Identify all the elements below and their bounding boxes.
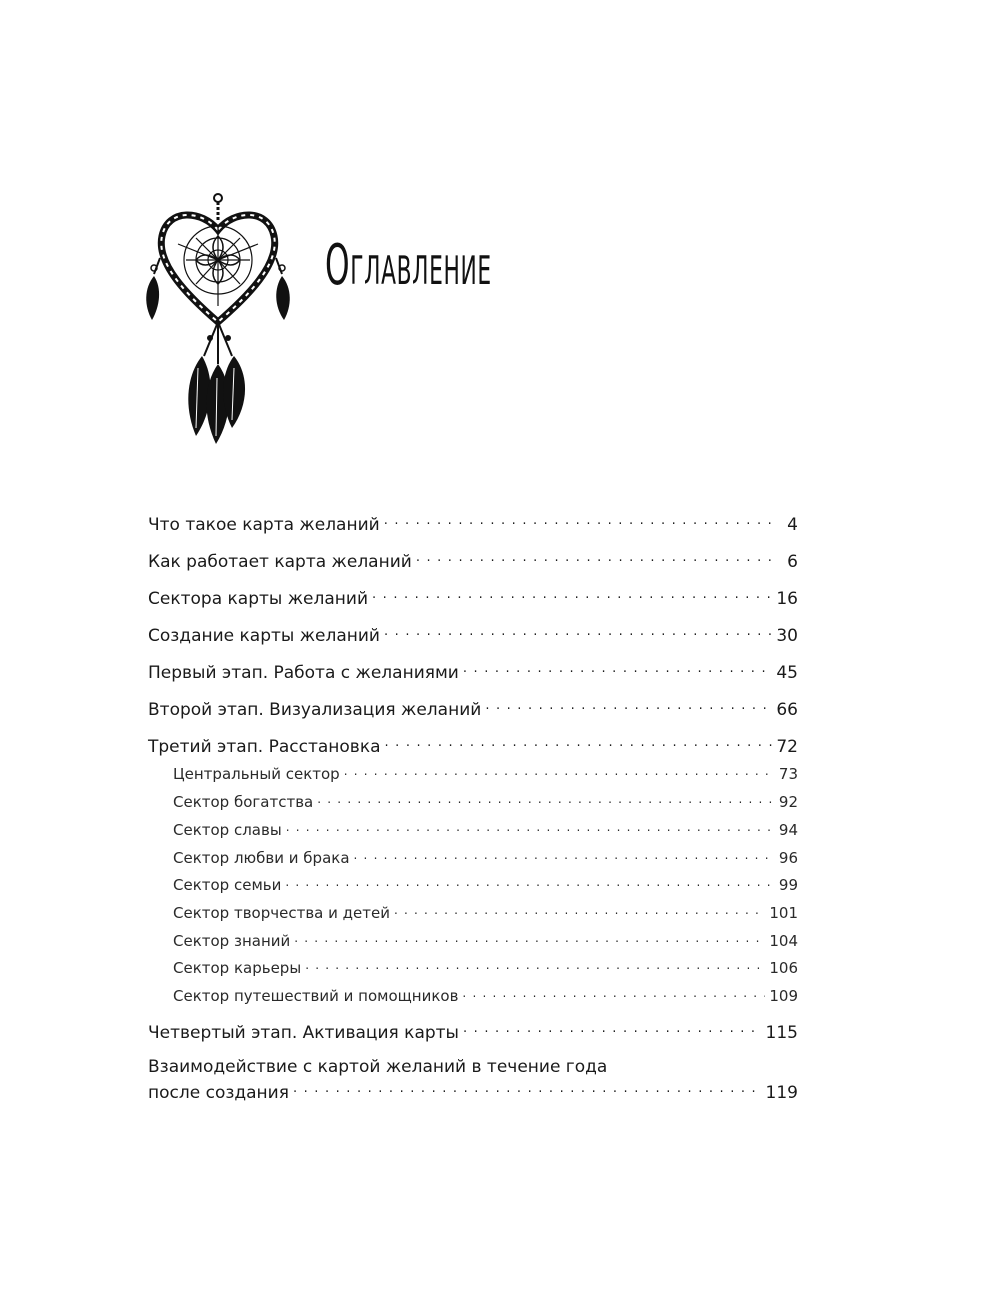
toc-subentry[interactable]: [148, 764, 798, 783]
dot-leader: [462, 986, 765, 1001]
dot-leader: [384, 513, 776, 530]
toc-page-number: 99: [778, 876, 798, 894]
toc-subentry[interactable]: [148, 875, 798, 894]
toc-entry-label-multiline: [148, 1057, 798, 1103]
toc-page-number: 115: [765, 1023, 798, 1043]
toc-entry-label-line2: после создания: [148, 1083, 289, 1103]
toc-entry-last-line: [148, 1081, 798, 1103]
toc-subentry[interactable]: [148, 820, 798, 839]
dot-leader: [285, 875, 775, 890]
toc-subentry[interactable]: [148, 958, 798, 977]
toc-entry[interactable]: [148, 624, 798, 646]
toc-entry-label: Сектор знаний: [173, 932, 291, 950]
dot-leader: [394, 903, 765, 918]
toc-entry[interactable]: [148, 550, 798, 572]
dot-leader: [416, 550, 776, 567]
toc-entry-label: Сектор семьи: [173, 876, 282, 894]
toc-entry[interactable]: [148, 1057, 798, 1103]
toc-page-number: 104: [769, 932, 798, 950]
toc-subentry[interactable]: [148, 986, 798, 1005]
toc-page-number: 92: [778, 793, 798, 811]
toc-subentry[interactable]: [148, 848, 798, 867]
toc-entry-label-line1: Взаимодействие с картой желаний в течение года: [148, 1057, 608, 1077]
toc-entry[interactable]: [148, 1021, 798, 1043]
dot-leader: [485, 698, 772, 715]
toc-entry-label: Сектор творчества и детей: [173, 904, 390, 922]
toc-entry-label: Сектор богатства: [173, 793, 314, 811]
toc-subentry[interactable]: [148, 903, 798, 922]
toc-page-number: 16: [776, 589, 798, 609]
toc-entry-label: Третий этап. Расстановка: [148, 737, 381, 757]
dot-leader: [286, 820, 775, 835]
toc-entry-label: Центральный сектор: [173, 765, 340, 783]
toc-page-number: 6: [787, 552, 798, 572]
toc-page-number: 45: [776, 663, 798, 683]
toc-page-number: 106: [769, 959, 798, 977]
toc-entry-label: Сектор путешествий и помощников: [173, 987, 459, 1005]
dot-leader: [293, 1081, 762, 1098]
toc-page-number: 30: [776, 626, 798, 646]
dot-leader: [354, 848, 775, 863]
toc-entry-label: Сектор любви и брака: [173, 849, 350, 867]
toc-page-number: 73: [778, 765, 798, 783]
toc-entry[interactable]: [148, 661, 798, 683]
toc-page-number: 94: [778, 821, 798, 839]
toc-page-number: 4: [787, 515, 798, 535]
toc-entry-label: Сектор славы: [173, 821, 282, 839]
toc-page-number: 66: [776, 700, 798, 720]
toc-entry[interactable]: [148, 513, 798, 535]
dot-leader: [463, 661, 773, 678]
toc-entry-label: Четвертый этап. Активация карты: [148, 1023, 459, 1043]
toc-page-number: 109: [769, 987, 798, 1005]
dot-leader: [305, 958, 765, 973]
dot-leader: [372, 587, 772, 604]
dot-leader: [344, 764, 775, 779]
toc-entry-label: Сектора карты желаний: [148, 589, 368, 609]
toc-entry-label: Что такое карта желаний: [148, 515, 380, 535]
toc-entry-label: Как работает карта желаний: [148, 552, 412, 572]
toc-entry[interactable]: [148, 587, 798, 609]
toc-page-number: 101: [769, 904, 798, 922]
dot-leader: [294, 931, 765, 946]
dot-leader: [463, 1021, 762, 1038]
toc-page-number: 72: [776, 737, 798, 757]
dot-leader: [384, 624, 772, 641]
toc-subentry[interactable]: [148, 931, 798, 950]
toc-page-number: 119: [765, 1083, 798, 1103]
toc-entry[interactable]: [148, 698, 798, 720]
dot-leader: [317, 792, 775, 807]
page-title: Оглавление: [325, 233, 492, 298]
toc-entry[interactable]: [148, 735, 798, 757]
toc-subentry[interactable]: [148, 792, 798, 811]
dot-leader: [385, 735, 773, 752]
toc-page-number: 96: [778, 849, 798, 867]
toc-entry-label: Создание карты желаний: [148, 626, 380, 646]
toc-entry-label: Сектор карьеры: [173, 959, 302, 977]
toc-entry-label: Второй этап. Визуализация желаний: [148, 700, 482, 720]
dreamcatcher-heart-icon: [140, 188, 300, 450]
toc-entry-label: Первый этап. Работа с желаниями: [148, 663, 459, 683]
